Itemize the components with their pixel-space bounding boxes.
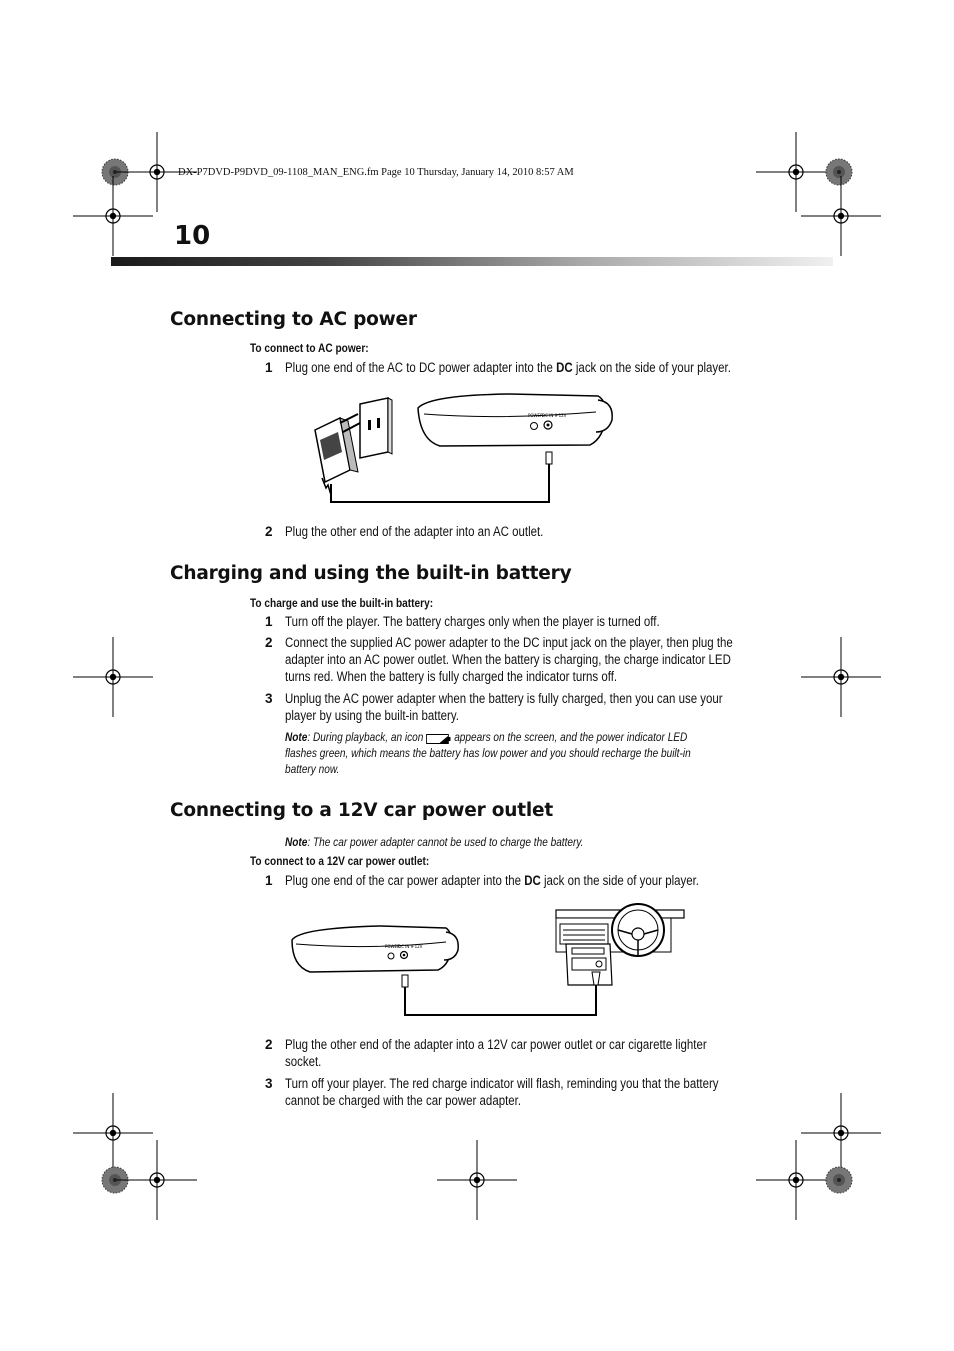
ac-lead: To connect to AC power:: [250, 343, 369, 355]
step-number: 3: [265, 691, 273, 706]
battery-lead: To charge and use the built-in battery:: [250, 598, 434, 610]
step-number: 2: [265, 524, 273, 539]
dvd-player-icon: [292, 926, 458, 972]
step-number: 1: [265, 614, 273, 629]
step-number: 2: [265, 1037, 273, 1052]
step-number: 1: [265, 360, 273, 375]
file-header: DX-P7DVD-P9DVD_09-1108_MAN_ENG.fm Page 10 Thursday, January 14, 2010 8:57 AM: [178, 167, 574, 178]
svg-text:DC IN 9-12V: DC IN 9-12V: [398, 944, 423, 949]
page-number: 10: [174, 221, 211, 251]
svg-text:DC IN 9-12V: DC IN 9-12V: [542, 413, 567, 418]
step-number: 1: [265, 873, 273, 888]
svg-text:POWER: POWER: [528, 413, 543, 418]
battery-note: Note: During playback, an icon appears on the screen, and the power indicator LED flashes green, which means the battery has low power and you should recharge the built-in battery now.: [285, 730, 691, 776]
section-title-ac-power: Connecting to AC power: [170, 309, 417, 330]
car-dashboard-icon: [556, 904, 684, 985]
section-title-car-power: Connecting to a 12V car power outlet: [170, 800, 554, 821]
car-note: Note: The car power adapter cannot be used to charge the battery.: [285, 835, 584, 849]
step-number: 3: [265, 1076, 273, 1091]
section-title-battery: Charging and using the built-in battery: [170, 563, 572, 584]
step-number: 2: [265, 635, 273, 650]
car-lead: To connect to a 12V car power outlet:: [250, 856, 430, 868]
svg-text:POWER: POWER: [385, 944, 400, 949]
